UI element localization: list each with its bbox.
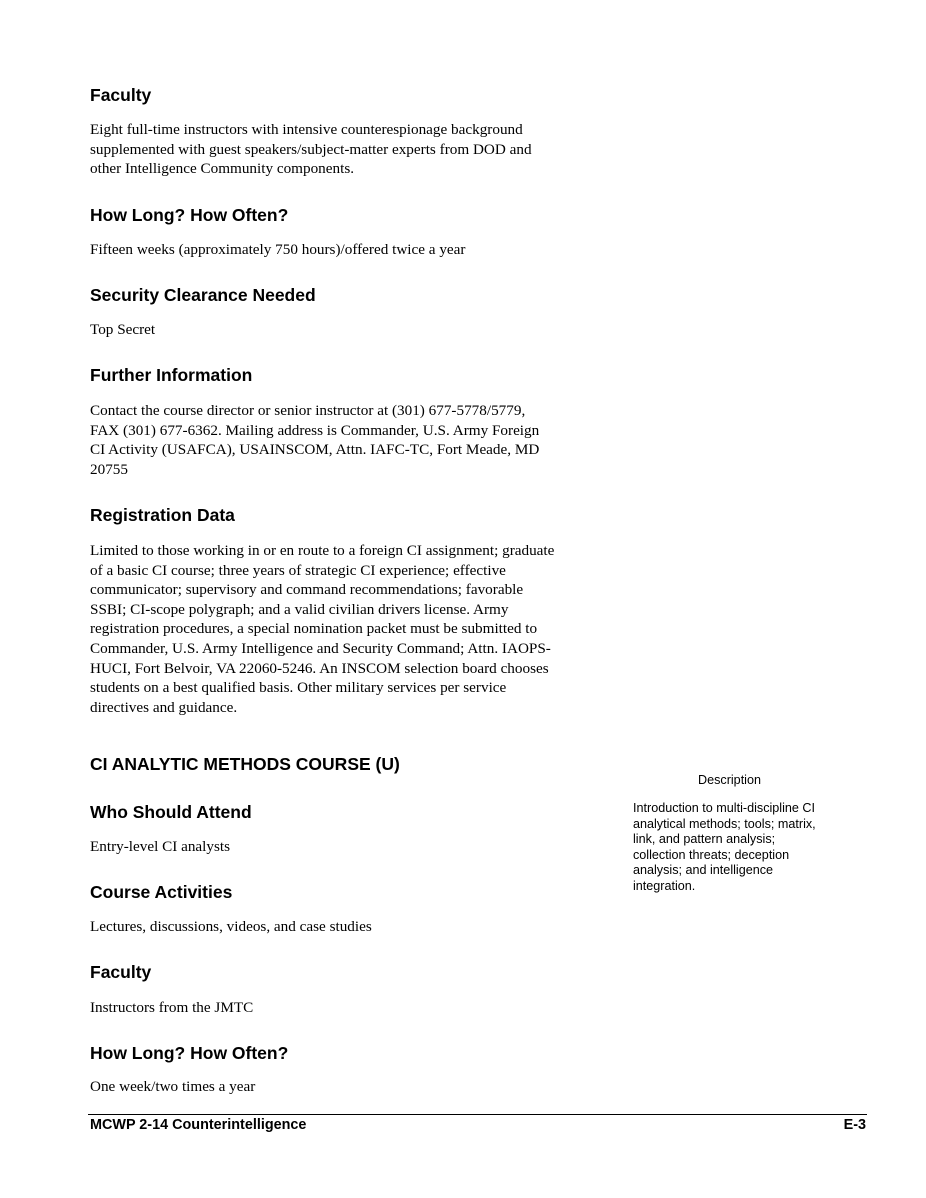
- how-long-text: Fifteen weeks (approximately 750 hours)/offered twice a year: [90, 241, 466, 258]
- faculty-heading: Faculty: [90, 85, 152, 105]
- course-title: CI ANALYTIC METHODS COURSE (U): [90, 754, 400, 774]
- who-attend-heading: Who Should Attend: [90, 802, 252, 822]
- footer-publication: MCWP 2-14 Counterintelligence: [90, 1117, 307, 1133]
- registration-heading: Registration Data: [90, 505, 235, 525]
- further-info-heading: Further Information: [90, 365, 253, 385]
- clearance-text: Top Secret: [90, 321, 156, 338]
- footer-rule: [88, 1114, 867, 1115]
- course-activities-heading: Course Activities: [90, 882, 233, 902]
- clearance-heading: Security Clearance Needed: [90, 285, 316, 305]
- course-activities-text: Lectures, discussions, videos, and case studies: [90, 918, 372, 935]
- who-attend-text: Entry-level CI analysts: [90, 838, 231, 855]
- how-long-heading: How Long? How Often?: [90, 205, 289, 225]
- further-info-text: Contact the course director or senior instructor at (301) 677-5778/5779, FAX (301) 677-6362. Mailing address is Commander, U.S. Army Foreign CI Activity (USAFCA), USAINSCOM, Attn. IAFC-TC, Fort Meade, MD 20755: [90, 402, 540, 478]
- faculty2-heading: Faculty: [90, 962, 152, 982]
- registration-text: Limited to those working in or en route to a foreign CI assignment; graduate of a basic CI course; three years of strategic CI experience; effective communicator; supervisory and command recommendations; favorable SSBI; CI-scope polygraph; and a valid civilian drivers license. Army registration procedures, a special nomination packet must be submitted to Commander, U.S. Army Intelligence and Security Command; Attn. IAOPS- HUCI, Fort Belvoir, VA 22060-5246. An INSCOM selection board chooses students on a best qualified basis. Other military services per service directives and guidance.: [90, 542, 555, 716]
- how-long2-text: One week/two times a year: [90, 1078, 256, 1095]
- faculty-text: Eight full-time instructors with intensive counterespionage background supplemented with guest speakers/subject-matter experts from DOD and other Intelligence Community components.: [90, 121, 532, 178]
- footer-page-number: E-3: [843, 1117, 866, 1133]
- how-long2-heading: How Long? How Often?: [90, 1043, 289, 1063]
- faculty2-text: Instructors from the JMTC: [90, 999, 254, 1016]
- description-heading: Description: [698, 773, 761, 787]
- description-text: Introduction to multi-discipline CI analytical methods; tools; matrix, link, and pattern analysis; collection threats; deception analysis; and intelligence integration.: [633, 801, 816, 893]
